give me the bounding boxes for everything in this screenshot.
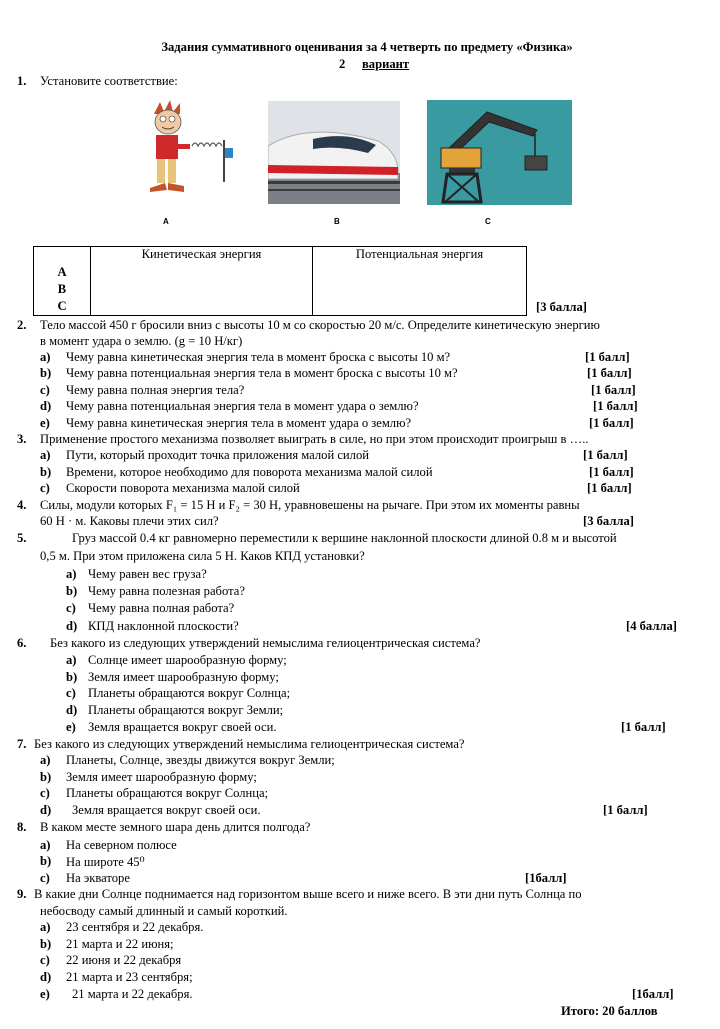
q3-number: 3.	[17, 432, 27, 446]
q4-points: [3 балла]	[583, 514, 634, 528]
q5-option-letter: c)	[66, 601, 76, 615]
q2-text-line1: Тело массой 450 г бросили вниз с высоты 10 м со скоростью 20 м/с. Определите кинетическую энергию	[40, 318, 600, 332]
table-cell[interactable]	[91, 298, 313, 316]
q4-number: 4.	[17, 498, 27, 512]
q9-text-line2: небосводу самый длинный и самый короткий.	[40, 904, 288, 918]
q4-text-line1: Силы, модули которых F₁ = 15 Н и F₂ = 30 Н, уравновешены на рычаге. При этом их моменты равны	[40, 498, 580, 512]
q5-text-line2: 0,5 м. При этом приложена сила 5 Н. Каков КПД установки?	[40, 549, 365, 563]
q1-text: Установите соответствие:	[40, 74, 178, 88]
q3-option-text: Пути, который проходит точка приложения малой силой	[66, 448, 369, 462]
image-b-label: B	[334, 217, 340, 226]
table-cell[interactable]	[91, 281, 313, 298]
q8-text: В каком месте земного шара день длится полгода?	[40, 820, 311, 834]
image-a-spring	[140, 100, 240, 204]
q7-option-text: Планеты обращаются вокруг Солнца;	[66, 786, 269, 800]
q6-text: Без какого из следующих утверждений немыслима гелиоцентрическая система?	[50, 636, 481, 650]
q2-option-letter: d)	[40, 399, 52, 413]
q1-points: [3 балла]	[536, 300, 587, 314]
q6-option-text: Планеты обращаются вокруг Солнца;	[88, 686, 291, 700]
q5-text-line1: Груз массой 0.4 кг равномерно переместили к вершине наклонной плоскости длиной 0.8 м и высотой	[72, 531, 617, 545]
image-c-label: C	[485, 217, 491, 226]
matching-table	[33, 246, 527, 316]
q3-option-points: [1 балл]	[583, 448, 628, 462]
q3-option-text: Скорости поворота механизма малой силой	[66, 481, 300, 495]
q7-option-letter: d)	[40, 803, 52, 817]
q5-option-text: КПД наклонной плоскости?	[88, 619, 239, 633]
table-corner-cell	[34, 247, 91, 265]
q2-option-points: [1 балл]	[587, 366, 632, 380]
q6-option-letter: d)	[66, 703, 78, 717]
q5-option-letter: b)	[66, 584, 78, 598]
table-cell[interactable]	[91, 264, 313, 281]
q3-text: Применение простого механизма позволяет выиграть в силе, но при этом происходит проигрыш в …..	[40, 432, 589, 446]
table-row-label: C	[34, 298, 91, 316]
q9-option-text: 21 марта и 22 декабря.	[72, 987, 193, 1001]
q9-option-text: 21 марта и 23 сентября;	[66, 970, 193, 984]
q8-option-text: На широте 45⁰	[66, 855, 145, 869]
q1-number: 1.	[17, 74, 27, 88]
q8-number: 8.	[17, 820, 27, 834]
table-row	[34, 298, 527, 316]
document-title: Задания суммативного оценивания за 4 четверть по предмету «Физика»	[161, 40, 573, 54]
q7-points: [1 балл]	[603, 803, 648, 817]
q2-number: 2.	[17, 318, 27, 332]
q6-option-letter: a)	[66, 653, 77, 667]
q4-text-line2: 60 Н · м. Каковы плечи этих сил?	[40, 514, 219, 528]
q2-option-text: Чему равна кинетическая энергия тела в момент броска с высоты 10 м?	[66, 350, 451, 364]
q6-option-letter: c)	[66, 686, 76, 700]
q2-option-letter: c)	[40, 383, 50, 397]
q7-number: 7.	[17, 737, 27, 751]
q5-number: 5.	[17, 531, 27, 545]
table-cell[interactable]	[313, 264, 527, 281]
q3-option-points: [1 балл]	[589, 465, 634, 479]
table-row-label: A	[34, 264, 91, 281]
q7-text: Без какого из следующих утверждений немыслима гелиоцентрическая система?	[34, 737, 465, 751]
q5-option-letter: d)	[66, 619, 78, 633]
q9-option-text: 21 марта и 22 июня;	[66, 937, 174, 951]
q2-option-letter: b)	[40, 366, 52, 380]
q6-option-letter: e)	[66, 720, 76, 734]
q6-option-text: Планеты обращаются вокруг Земли;	[88, 703, 284, 717]
q8-option-letter: a)	[40, 838, 51, 852]
q9-option-letter: a)	[40, 920, 51, 934]
table-row	[34, 281, 527, 298]
q2-option-points: [1 балл]	[585, 350, 630, 364]
table-cell[interactable]	[313, 298, 527, 316]
q2-option-points: [1 балл]	[591, 383, 636, 397]
table-row-label: B	[34, 281, 91, 298]
q7-option-letter: a)	[40, 753, 51, 767]
q2-text-line2: в момент удара о землю. (g = 10 Н/кг)	[40, 334, 243, 348]
q2-option-text: Чему равна потенциальная энергия тела в момент броска с высоты 10 м?	[66, 366, 458, 380]
image-a-label: A	[163, 217, 169, 226]
q8-option-letter: b)	[40, 854, 52, 868]
q2-option-letter: a)	[40, 350, 51, 364]
q8-option-text: На экваторе	[66, 871, 130, 885]
q2-option-letter: e)	[40, 416, 50, 430]
q2-option-text: Чему равна потенциальная энергия тела в момент удара о землю?	[66, 399, 419, 413]
q3-option-letter: b)	[40, 465, 52, 479]
q7-option-text: Планеты, Солнце, звезды движутся вокруг Земли;	[66, 753, 335, 767]
q9-option-letter: e)	[40, 987, 50, 1001]
q9-number: 9.	[17, 887, 27, 901]
q3-option-points: [1 балл]	[587, 481, 632, 495]
q2-option-text: Чему равна полная энергия тела?	[66, 383, 245, 397]
q6-option-text: Земля вращается вокруг своей оси.	[88, 720, 277, 734]
q8-option-text: На северном полюсе	[66, 838, 177, 852]
variant-number: 2	[339, 57, 346, 71]
image-c-crane	[427, 100, 572, 205]
q6-number: 6.	[17, 636, 27, 650]
q5-option-text: Чему равен вес груза?	[88, 567, 207, 581]
table-cell[interactable]	[313, 281, 527, 298]
q8-option-letter: c)	[40, 871, 50, 885]
q5-option-text: Чему равна полная работа?	[88, 601, 235, 615]
q7-option-text: Земля имеет шарообразную форму;	[66, 770, 257, 784]
table-header-kinetic: Кинетическая энергия	[91, 247, 313, 265]
q6-option-text: Земля имеет шарообразную форму;	[88, 670, 279, 684]
q9-option-text: 23 сентября и 22 декабря.	[66, 920, 204, 934]
variant-label: вариант	[362, 57, 410, 71]
q7-option-text: Земля вращается вокруг своей оси.	[72, 803, 261, 817]
q9-option-letter: c)	[40, 953, 50, 967]
q3-option-letter: a)	[40, 448, 51, 462]
q6-option-text: Солнце имеет шарообразную форму;	[88, 653, 287, 667]
q5-points: [4 балла]	[626, 619, 677, 633]
q9-points: [1балл]	[632, 987, 674, 1001]
q2-option-points: [1 балл]	[589, 416, 634, 430]
q6-points: [1 балл]	[621, 720, 666, 734]
q5-option-letter: a)	[66, 567, 77, 581]
table-row	[34, 264, 527, 281]
table-header-potential: Потенциальная энергия	[313, 247, 527, 265]
q9-option-text: 22 июня и 22 декабря	[66, 953, 182, 967]
q3-option-letter: c)	[40, 481, 50, 495]
total-score: Итого: 20 баллов	[561, 1004, 658, 1018]
q9-option-letter: d)	[40, 970, 52, 984]
q8-points: [1балл]	[525, 871, 567, 885]
q9-text-line1: В какие дни Солнце поднимается над горизонтом выше всего и ниже всего. В эти дни путь Солнца по	[34, 887, 582, 901]
q2-option-points: [1 балл]	[593, 399, 638, 413]
q3-option-text: Времени, которое необходимо для поворота механизма малой силой	[66, 465, 433, 479]
q7-option-letter: b)	[40, 770, 52, 784]
q7-option-letter: c)	[40, 786, 50, 800]
image-b-train	[268, 101, 400, 204]
q9-option-letter: b)	[40, 937, 52, 951]
q6-option-letter: b)	[66, 670, 78, 684]
q5-option-text: Чему равна полезная работа?	[88, 584, 245, 598]
q2-option-text: Чему равна кинетическая энергия тела в момент удара о землю?	[66, 416, 412, 430]
